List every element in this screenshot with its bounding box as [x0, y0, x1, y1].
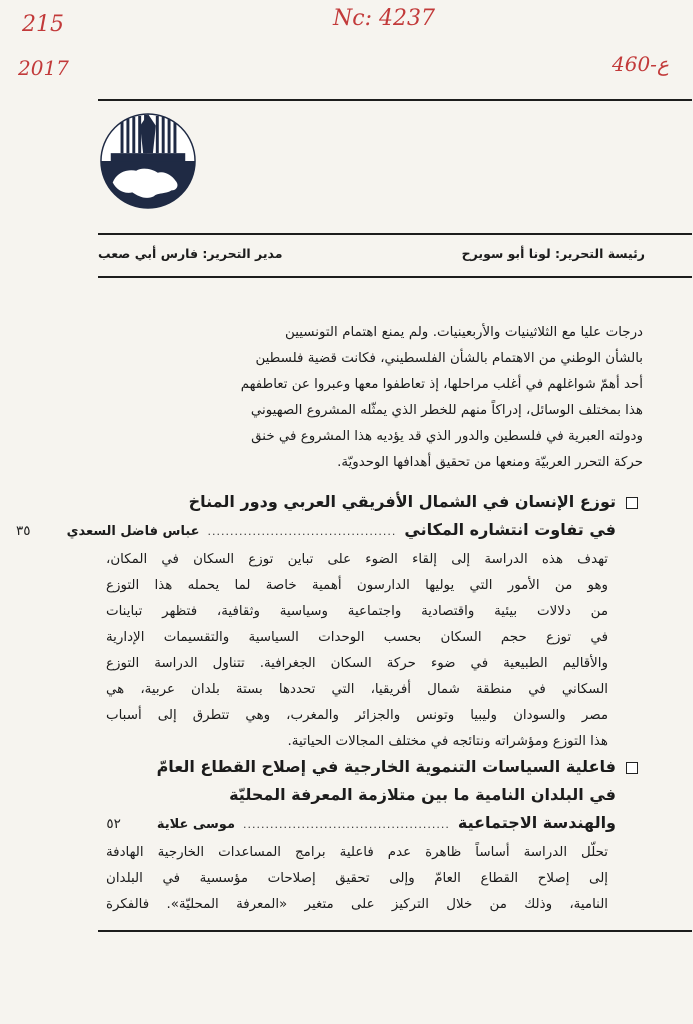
- article-title[interactable]: توزع الإنسان في الشمال الأفريقي العربي ودور المناخ: [110, 488, 638, 516]
- intro-line: أحد أهمّ شواغلهم في أغلب مراحلها، إذ تعاطفوا معها وعبروا عن تعاطفهم: [240, 377, 643, 392]
- leader-dots: ..............................................: [243, 818, 450, 831]
- abstract-line: السكاني في منطقة شمال أفريقيا، التي تحددها بستة بلدان عربية، هي: [106, 682, 608, 697]
- handwritten-note-catalog: Nc: 4237: [333, 6, 435, 31]
- handwritten-note-number: 215: [22, 12, 64, 37]
- article-title-continued[interactable]: والهندسة الاجتماعية: [457, 813, 616, 832]
- abstract-line: وهو من الأمور التي يوليها الدارسون أهمية خاصة لما يحمله هذا التوزع: [106, 578, 608, 593]
- publisher-logo-icon: [99, 112, 197, 210]
- intro-line: ودولته العبرية في فلسطين والدور الذي قد يؤديه هذا المشروع في خنق: [251, 429, 643, 444]
- abstract-line: في توزع حجم السكان بحسب الوحدات السياسية والتقسيمات الإدارية: [106, 630, 608, 645]
- intro-line: درجات عليا مع الثلاثينيات والأربعينيات. ولم يمنع اهتمام التونسيين: [285, 325, 643, 340]
- article-byline: [16, 516, 638, 544]
- intro-paragraph: [240, 320, 643, 476]
- checkbox-bullet-icon: [626, 497, 638, 509]
- checkbox-bullet-icon: [626, 762, 638, 774]
- abstract-line: تهدف هذه الدراسة إلى إلقاء الضوء على تباين توزع السكان في المكان،: [106, 552, 608, 567]
- footer-rule: [98, 930, 692, 932]
- abstract-line: والأقاليم الطبيعية في ضوء حركة السكان الجغرافية. تتناول الدراسة التوزع: [106, 656, 608, 671]
- handwritten-note-issue: 460-ع: [612, 52, 669, 76]
- article-abstract: [106, 547, 608, 755]
- intro-line: هذا بمختلف الوسائل، إدراكاً منهم للخطر الذي يمثّله المشروع الصهيوني: [250, 403, 643, 418]
- handwritten-note-year: 2017: [18, 56, 69, 80]
- header-top-rule: [98, 99, 692, 101]
- article-entry: [16, 488, 638, 755]
- article-author: عباس فاضل السعدي: [66, 524, 200, 539]
- managing-editor: مدير التحرير: فارس أبي صعب: [98, 246, 283, 261]
- masthead-bottom-rule: [98, 276, 692, 278]
- abstract-line: هذا التوزع ومؤشراته ونتائجه في مختلف المجالات الحياتية.: [287, 734, 608, 749]
- article-page-number: ٣٥: [16, 523, 31, 539]
- article-byline: [106, 809, 638, 837]
- intro-line: حركة التحرر العربيّة ومنعها من تحقيق أهدافها الوحدويّة.: [337, 455, 643, 470]
- leader-dots: ..........................................: [207, 525, 397, 538]
- abstract-line: النامية، وذلك من خلال التركيز على متغير «المعرفة المحليّة». فالفكرة: [106, 897, 608, 912]
- article-page-number: ٥٢: [106, 816, 121, 832]
- abstract-line: تحلّل الدراسة أساساً ظاهرة عدم فاعلية برامج المساعدات الخارجية الهادفة: [106, 845, 608, 860]
- editor-in-chief: رئيسة التحرير: لونا أبو سويرح: [461, 246, 645, 261]
- abstract-line: مصر والسودان وليبيا وتونس والجزائر والمغرب، وهي تتطرق إلى أسباب: [106, 708, 608, 723]
- article-entry: [106, 753, 638, 918]
- masthead-top-rule: [98, 233, 692, 235]
- article-title-continued[interactable]: في تفاوت انتشاره المكاني: [404, 520, 616, 539]
- abstract-line: من دلالات بيئية واقتصادية واجتماعية وسياسية وثقافية، فتظهر تباينات: [106, 604, 608, 619]
- intro-line: بالشأن الوطني من الاهتمام بالشأن الفلسطيني، فكانت قضية فلسطين: [255, 351, 643, 366]
- article-title[interactable]: فاعلية السياسات التنموية الخارجية في إصلاح القطاع العامّ: [110, 753, 638, 781]
- article-author: موسى علاية: [156, 817, 236, 832]
- article-abstract: [106, 840, 608, 918]
- article-title-continued[interactable]: في البلدان النامية ما بين متلازمة المعرفة المحليّة: [229, 785, 616, 804]
- abstract-line: إلى إصلاح القطاع العامّ وإلى تحقيق إصلاحات مؤسسية في البلدان: [106, 871, 608, 886]
